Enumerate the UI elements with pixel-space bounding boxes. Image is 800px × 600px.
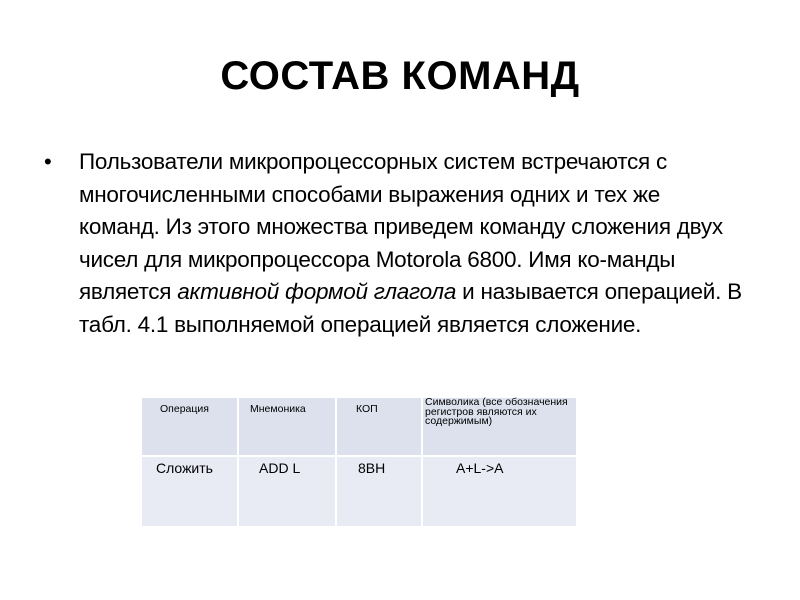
header-operation: Операция: [160, 403, 209, 415]
header-mnemonic: Мнемоника: [250, 403, 306, 415]
header-cell-opcode: [337, 398, 421, 455]
header-cell-operation: [142, 398, 237, 455]
column-divider: [237, 457, 239, 526]
value-opcode: 8BH: [358, 460, 386, 476]
header-cell-mnemonic: [239, 398, 335, 455]
bullet-marker: •: [44, 149, 52, 174]
column-divider: [237, 398, 239, 455]
cell-symbolics: [423, 457, 576, 526]
header-opcode: КОП: [356, 403, 378, 415]
slide-title: СОСТАВ КОМАНД: [220, 54, 580, 98]
column-divider: [335, 457, 337, 526]
column-divider: [421, 398, 423, 455]
cell-operation: [142, 457, 237, 526]
paragraph-part-2: и называется операцией. В табл. 4.1 выполняемой операцией является сложение.: [79, 279, 742, 337]
value-operation: Сложить: [156, 460, 213, 476]
bullet-paragraph: [44, 146, 744, 341]
command-table: [142, 398, 576, 526]
column-divider: [335, 398, 337, 455]
paragraph-part-1: Пользователи микропроцессорных систем встречаются с многочисленными способами выражения одних и тех же команд. Из этого множества приведем команду сложения двух чисел для микропроцессора Motorola 6800. Имя ко-манды является: [79, 149, 723, 304]
value-symbolics: A+L->A: [456, 460, 504, 476]
value-mnemonic: ADD L: [259, 460, 301, 476]
table-header-row: [142, 398, 576, 455]
column-divider: [421, 457, 423, 526]
cell-mnemonic: [239, 457, 335, 526]
cell-opcode: [337, 457, 421, 526]
table-row: [142, 457, 576, 526]
header-symbolics: Символика (все обозначения регистров являются их содержимым): [425, 396, 568, 427]
header-cell-symbolics: [423, 398, 576, 455]
paragraph-text: [79, 146, 744, 341]
paragraph-emphasis: активной формой глагола: [177, 279, 457, 304]
